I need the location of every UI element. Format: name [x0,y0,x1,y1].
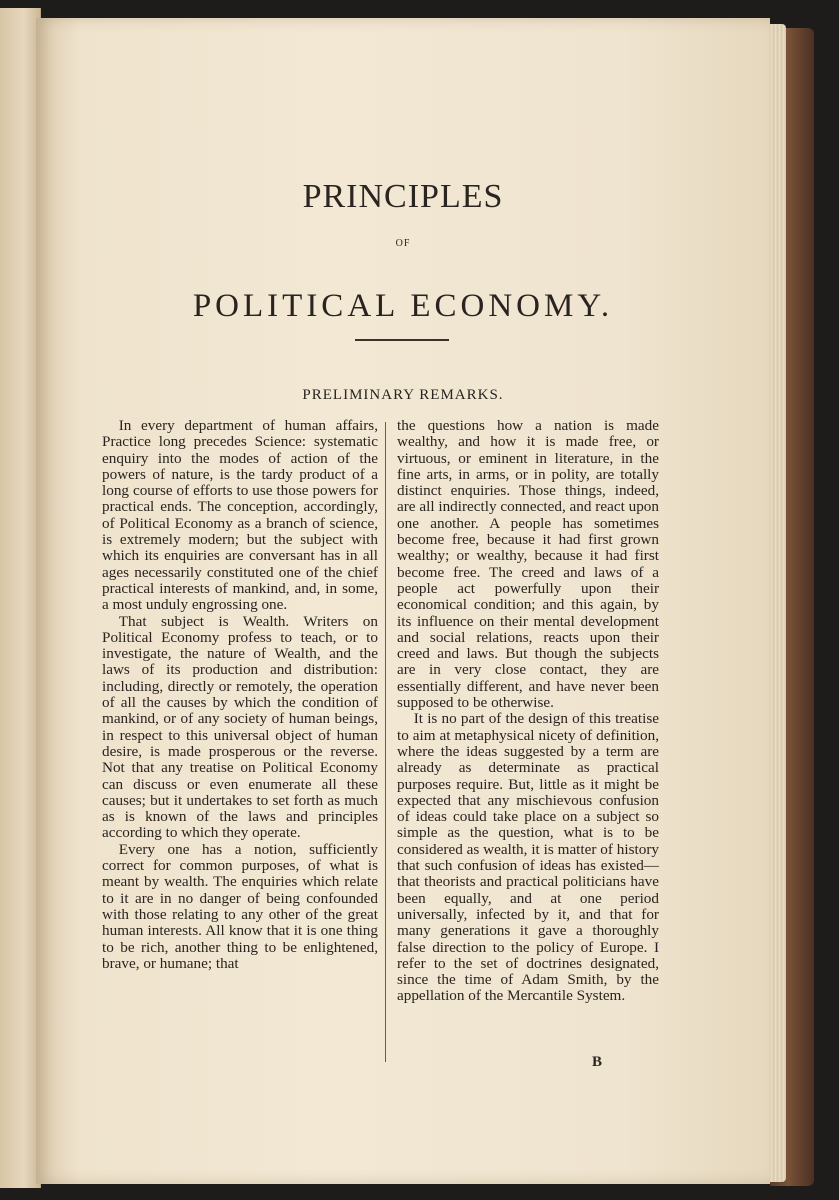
right-column [397,418,659,1005]
right-paragraph-1: the questions how a nation is made wealthy, and how it is made free, or virtuous, or eminent in literature, in the fine arts, in arms, or in polity, are totally distinct enquiries. Those things, indeed, are all indirectly connected, and react upon one another. A people has sometimes become free, because it had first grown wealthy; or wealthy, because it had first become free. The creed and laws of a people act powerfully upon their economical condition; and this again, by its influence on their mental development and social relations, reacts upon their creed and laws. But though the subjects are in very close contact, they are essentially different, and have never been supposed to be otherwise. [397,417,659,712]
facing-page-edge [0,8,41,1188]
column-divider [385,422,386,1062]
left-paragraph-1: In every department of human affairs, Practice long precedes Science: systematic enquiry into the modes of action of the powers of nature, is the tardy product of a long course of efforts to use those powers for practical ends. The conception, accordingly, of Political Economy as a branch of science, is extremely modern; but the subject with which its enquiries are conversant has in all ages necessarily constituted one of the chief practical interests of mankind, and, in some, a most unduly engrossing one. [102,417,378,614]
left-column [102,418,378,972]
book-subtitle: POLITICAL ECONOMY. [192,288,614,324]
left-paragraph-2: That subject is Wealth. Writers on Political Economy profess to teach, or to investigate, the nature of Wealth, and the laws of its production and distribution: including, directly or remotely, the operation of all the causes by which the condition of mankind, or of any society of human beings, in respect to this universal object of human desire, is made prosperous or the reverse. Not that any treatise on Political Economy can discuss or even enumerate all these causes; but it undertakes to set forth as much as is known of the laws and principles according to which they operate. [102,612,378,842]
title-rule [355,339,449,341]
right-paragraph-2: It is no part of the design of this treatise to aim at metaphysical nicety of definition, where the ideas suggested by a term are already as determinate as practical purposes require. But, little as it might be expected that any mischievous confusion of ideas could take place on a subject so simple as the question, what is to be considered as wealth, it is matter of history that such confusion of ideas has existed—that theorists and practical politicians have been equally, and at one period universally, infected by it, and that for many generations it gave a thoroughly false direction to the policy of Europe. I refer to the set of doctrines designated, since the time of Adam Smith, by the appellation of the Mercantile System. [397,710,659,1005]
book-title: PRINCIPLES [302,178,504,215]
left-paragraph-3: Every one has a notion, sufficiently correct for common purposes, of what is meant by wealth. The enquiries which relate to it are in no danger of being confounded with those relating to any other of the great human interests. All know that it is one thing to be rich, another thing to be enlightened, brave, or humane; that [102,840,378,972]
signature-mark: B [592,1054,603,1070]
book-page [36,18,770,1184]
section-heading: PRELIMINARY REMARKS. [302,387,504,403]
title-connector: OF [395,238,411,249]
